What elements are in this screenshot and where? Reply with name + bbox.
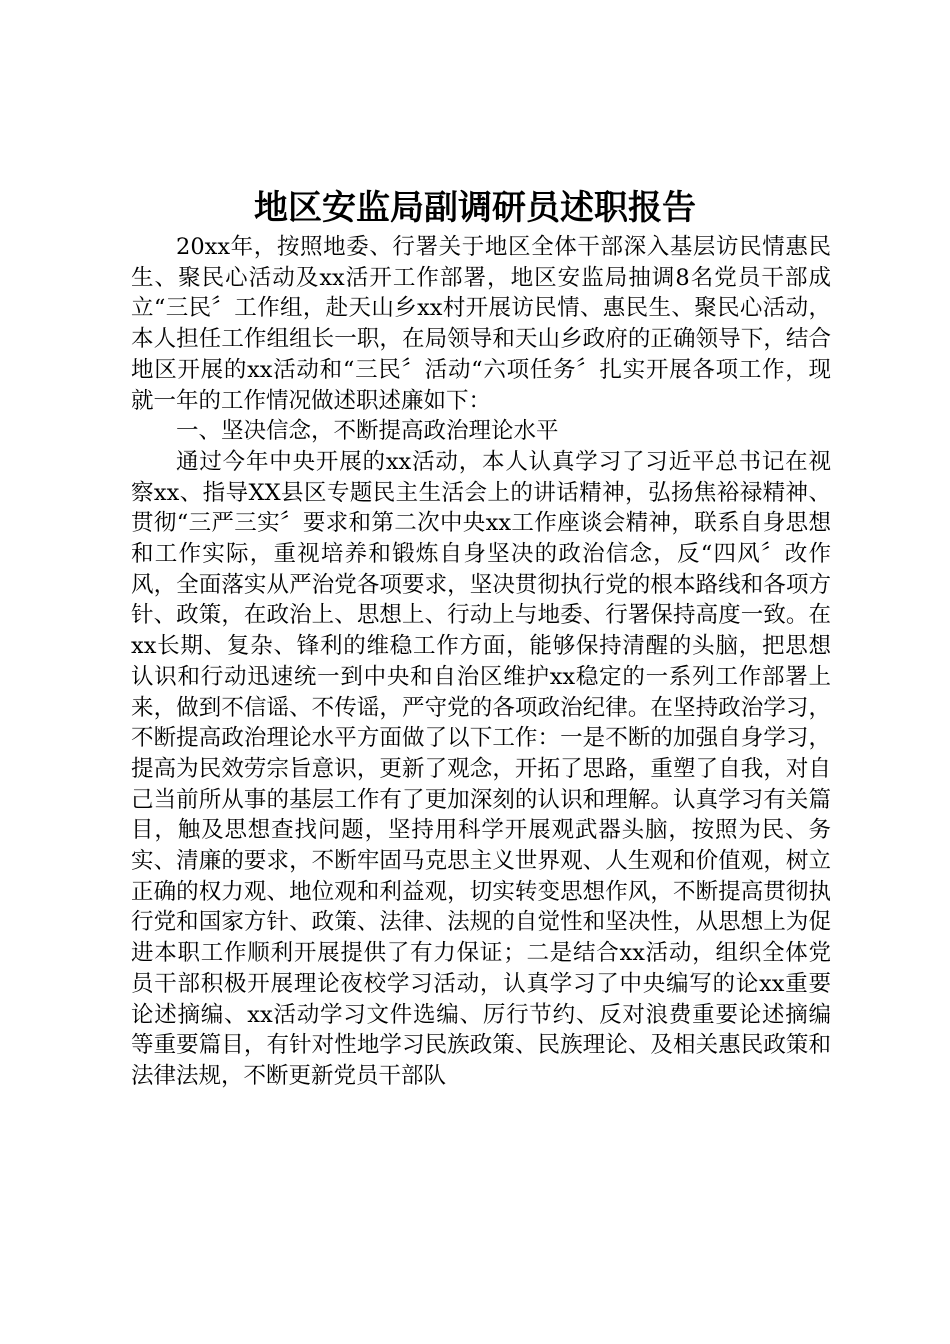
- paragraph-intro: 20xx年，按照地委、行署关于地区全体干部深入基层访民情惠民生、聚民心活动及xx活开工作部署，地区安监局抽调8名党员干部成立“三民〞工作组，赴天山乡xx村开展访民情、惠民生、聚民心活动，本人担任工作组组长一职，在局领导和天山乡政府的正确领导下，结合地区开展的xx活动和“三民〞活动“六项任务〞扎实开展各项工作，现就一年的工作情况做述职述廉如下：: [131, 234, 831, 414]
- section-heading-1: 一、坚决信念，不断提高政治理论水平: [176, 418, 559, 445]
- document-title: 地区安监局副调研员述职报告: [254, 188, 696, 228]
- paragraph-section-1: 通过今年中央开展的xx活动，本人认真学习了习近平总书记在视察xx、指导XX县区专题民主生活会上的讲话精神，弘扬焦裕禄精神、贯彻“三严三实〞要求和第二次中央xx工作座谈会精神，联系自身思想和工作实际，重视培养和锻炼自身坚决的政治信念，反“四风〞改作风，全面落实从严治党各项要求，坚决贯彻执行党的根本路线和各项方针、政策，在政治上、思想上、行动上与地委、行署保持高度一致。在xx长期、复杂、锋利的维稳工作方面，能够保持清醒的头脑，把思想认识和行动迅速统一到中央和自治区维护xx稳定的一系列工作部署上来，做到不信谣、不传谣，严守党的各项政治纪律。在坚持政治学习，不断提高政治理论水平方面做了以下工作：一是不断的加强自身学习，提高为民效劳宗旨意识，更新了观念，开拓了思路，重塑了自我，对自己当前所从事的基层工作有了更加深刻的认识和理解。认真学习有关篇目，触及思想查找问题，坚持用科学开展观武器头脑，按照为民、务实、清廉的要求，不断牢固马克思主义世界观、人生观和价值观，树立正确的权力观、地位观和利益观，切实转变思想作风，不断提高贯彻执行党和国家方针、政策、法律、法规的自觉性和坚决性，从思想上为促进本职工作顺利开展提供了有力保证；二是结合xx活动，组织全体党员干部积极开展理论夜校学习活动，认真学习了中央编写的论xx重要论述摘编、xx活动学习文件选编、厉行节约、反对浪费重要论述摘编等重要篇目，有针对性地学习民族政策、民族理论、及相关惠民政策和法律法规，不断更新党员干部队: [131, 448, 831, 1089]
- document-body: [131, 232, 831, 1092]
